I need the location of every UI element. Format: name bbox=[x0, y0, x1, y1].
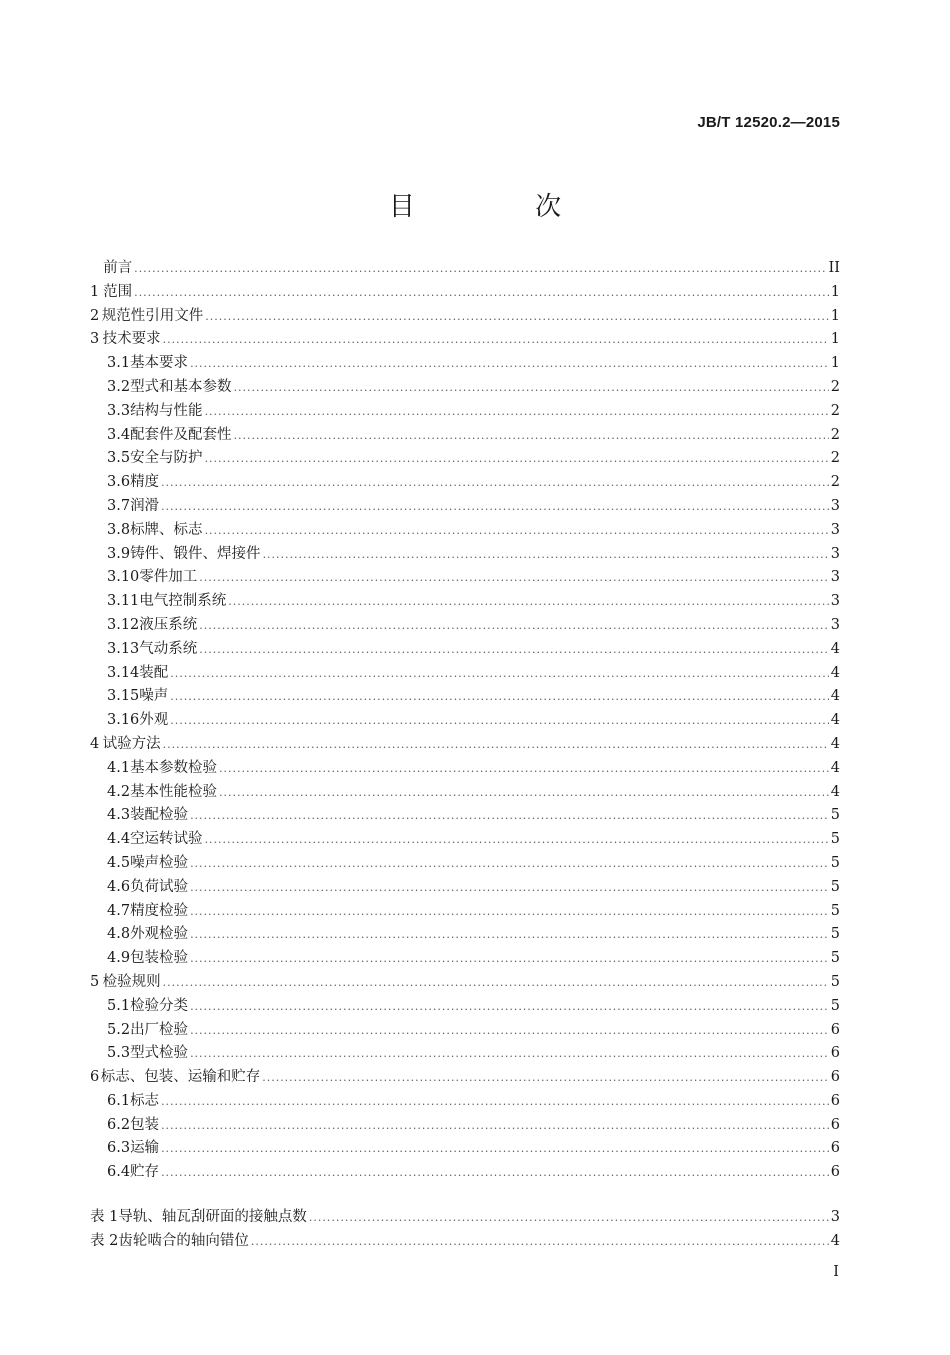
toc-entry-number: 3.8 bbox=[107, 521, 131, 538]
dot-leader bbox=[163, 976, 829, 989]
dot-leader bbox=[190, 357, 829, 370]
toc-entry-number: 4.3 bbox=[107, 807, 131, 824]
dot-leader bbox=[163, 333, 829, 346]
toc-entry-label: 电气控制系统 bbox=[139, 593, 227, 610]
toc-entry[interactable] bbox=[90, 732, 840, 756]
table-of-contents bbox=[90, 256, 840, 1184]
dot-leader bbox=[190, 809, 829, 822]
toc-entry-page: 5 bbox=[830, 807, 840, 824]
toc-entry[interactable] bbox=[90, 875, 840, 899]
dot-leader bbox=[199, 619, 828, 632]
toc-entry-label: 技术要求 bbox=[102, 331, 161, 348]
toc-entry[interactable] bbox=[90, 280, 840, 304]
toc-entry-page: 5 bbox=[830, 926, 840, 943]
toc-entry[interactable] bbox=[90, 899, 840, 923]
toc-entry[interactable] bbox=[90, 446, 840, 470]
toc-entry-page: 3 bbox=[830, 616, 840, 633]
dot-leader bbox=[205, 524, 829, 537]
toc-entry-page: 6 bbox=[830, 1164, 840, 1181]
toc-entry-page: 5 bbox=[830, 997, 840, 1014]
toc-entry-page: 2 bbox=[830, 426, 840, 443]
toc-entry-number: 5.1 bbox=[107, 997, 131, 1014]
toc-entry-number: 3.16 bbox=[107, 712, 140, 729]
toc-entry-page: 3 bbox=[830, 1209, 840, 1225]
toc-entry[interactable] bbox=[90, 922, 840, 946]
toc-entry-number: 3 bbox=[90, 331, 100, 348]
dot-leader bbox=[205, 310, 828, 323]
dot-leader bbox=[161, 1119, 829, 1132]
toc-entry-label: 润滑 bbox=[130, 497, 160, 514]
dot-leader bbox=[234, 429, 829, 442]
toc-entry-number: 表 2 bbox=[90, 1232, 119, 1249]
toc-entry-page: 6 bbox=[830, 1092, 840, 1109]
toc-entry-label: 装配检验 bbox=[130, 807, 189, 824]
dot-leader bbox=[190, 1000, 829, 1013]
dot-leader bbox=[199, 571, 828, 584]
toc-entry-page: 6 bbox=[830, 1069, 840, 1086]
dot-leader bbox=[228, 595, 828, 608]
toc-entry-number: 4.4 bbox=[107, 831, 131, 848]
toc-entry[interactable] bbox=[90, 661, 840, 685]
toc-entry-number: 3.13 bbox=[107, 640, 140, 657]
toc-entry-number: 6.1 bbox=[107, 1092, 131, 1109]
toc-entry-number: 3.11 bbox=[107, 593, 140, 610]
toc-entry[interactable] bbox=[90, 256, 840, 280]
toc-entry-page: 2 bbox=[830, 402, 840, 419]
toc-entry-label: 基本性能检验 bbox=[130, 783, 218, 800]
toc-entry-number: 4.5 bbox=[107, 854, 131, 871]
toc-entry[interactable] bbox=[90, 684, 840, 708]
dot-leader bbox=[170, 714, 828, 727]
list-of-tables bbox=[90, 1205, 840, 1253]
dot-leader bbox=[199, 643, 828, 656]
toc-entry-page: 4 bbox=[830, 640, 840, 657]
toc-entry[interactable] bbox=[90, 542, 840, 566]
dot-leader bbox=[161, 1142, 829, 1155]
toc-entry-label: 标牌、标志 bbox=[130, 521, 203, 538]
toc-entry-label: 噪声检验 bbox=[130, 854, 189, 871]
toc-entry-number: 4.6 bbox=[107, 878, 131, 895]
toc-entry-label: 导轨、轴瓦刮研面的接触点数 bbox=[118, 1209, 307, 1225]
toc-entry[interactable] bbox=[90, 494, 840, 518]
toc-entry-page: 6 bbox=[830, 1140, 840, 1157]
dot-leader bbox=[251, 1235, 829, 1248]
toc-entry-number: 6.4 bbox=[107, 1164, 131, 1181]
toc-entry-number: 3.9 bbox=[107, 545, 131, 562]
dot-leader bbox=[190, 881, 829, 894]
toc-entry-number: 4.1 bbox=[107, 759, 131, 776]
dot-leader bbox=[219, 762, 829, 775]
toc-entry-page: 5 bbox=[830, 878, 840, 895]
toc-entry-number: 6 bbox=[90, 1069, 100, 1086]
toc-entry-label: 外观 bbox=[139, 712, 169, 729]
toc-entry-page: 4 bbox=[830, 664, 840, 681]
toc-entry-page: 4 bbox=[830, 783, 840, 800]
toc-entry-page: 3 bbox=[830, 545, 840, 562]
toc-entry-page: 2 bbox=[830, 474, 840, 491]
toc-entry[interactable] bbox=[90, 1018, 840, 1042]
toc-entry-label: 液压系统 bbox=[139, 616, 198, 633]
dot-leader bbox=[190, 857, 829, 870]
toc-entry-label: 运输 bbox=[130, 1140, 160, 1157]
toc-entry-number: 3.12 bbox=[107, 616, 140, 633]
toc-entry-number: 3.4 bbox=[107, 426, 131, 443]
toc-entry[interactable] bbox=[90, 994, 840, 1018]
dot-leader bbox=[190, 1047, 829, 1060]
dot-leader bbox=[161, 476, 829, 489]
dot-leader bbox=[163, 738, 829, 751]
toc-entry[interactable] bbox=[90, 327, 840, 351]
toc-entry-label: 铸件、锻件、焊接件 bbox=[130, 545, 261, 562]
toc-entry-number: 3.15 bbox=[107, 688, 140, 705]
toc-entry-label: 装配 bbox=[139, 664, 169, 681]
page-title: 目 次 bbox=[388, 192, 618, 222]
toc-entry-label: 配套件及配套性 bbox=[130, 426, 232, 443]
dot-leader bbox=[205, 833, 829, 846]
toc-entry[interactable] bbox=[90, 1136, 840, 1160]
toc-entry[interactable] bbox=[90, 827, 840, 851]
toc-entry[interactable] bbox=[90, 851, 840, 875]
toc-entry[interactable] bbox=[90, 565, 840, 589]
toc-entry-number: 3.5 bbox=[107, 450, 131, 467]
toc-entry-label: 范围 bbox=[103, 283, 133, 300]
toc-entry-page: 4 bbox=[830, 735, 840, 752]
toc-entry-page: 3 bbox=[830, 569, 840, 586]
toc-entry[interactable] bbox=[90, 351, 840, 375]
dot-leader bbox=[161, 1095, 829, 1108]
dot-leader bbox=[190, 905, 829, 918]
toc-entry-number: 5 bbox=[90, 973, 100, 990]
toc-entry-number: 5.3 bbox=[107, 1045, 131, 1062]
toc-entry-label: 基本要求 bbox=[130, 355, 189, 372]
toc-entry-label: 结构与性能 bbox=[130, 402, 203, 419]
toc-entry-page: 1 bbox=[830, 355, 840, 372]
toc-entry-page: II bbox=[828, 260, 840, 276]
dot-leader bbox=[262, 1071, 829, 1084]
toc-entry-page: 2 bbox=[830, 450, 840, 467]
toc-entry-label: 精度 bbox=[130, 474, 160, 491]
toc-entry-number: 3.7 bbox=[107, 497, 131, 514]
toc-entry-page: 4 bbox=[830, 1232, 840, 1249]
toc-entry-label: 空运转试验 bbox=[130, 831, 203, 848]
toc-entry-page: 1 bbox=[830, 331, 840, 348]
toc-entry-number: 6.3 bbox=[107, 1140, 131, 1157]
toc-entry[interactable] bbox=[90, 1089, 840, 1113]
dot-leader bbox=[205, 452, 829, 465]
toc-entry[interactable] bbox=[90, 803, 840, 827]
toc-entry-page: 6 bbox=[830, 1116, 840, 1133]
toc-entry-label: 型式和基本参数 bbox=[130, 378, 232, 395]
toc-entry-page: 1 bbox=[830, 307, 840, 324]
dot-leader bbox=[219, 786, 829, 799]
toc-entry-number: 1 bbox=[90, 283, 100, 300]
toc-entry-label: 精度检验 bbox=[130, 902, 189, 919]
toc-entry[interactable] bbox=[90, 637, 840, 661]
dot-leader bbox=[170, 667, 828, 680]
toc-entry-page: 5 bbox=[830, 854, 840, 871]
dot-leader bbox=[190, 1024, 829, 1037]
toc-entry-page: 4 bbox=[830, 688, 840, 705]
toc-entry-number: 3.14 bbox=[107, 664, 140, 681]
dot-leader bbox=[161, 500, 829, 513]
toc-entry-label: 基本参数检验 bbox=[130, 759, 218, 776]
toc-entry-page: 2 bbox=[830, 378, 840, 395]
dot-leader bbox=[170, 690, 828, 703]
dot-leader bbox=[190, 928, 829, 941]
toc-entry-number: 5.2 bbox=[107, 1021, 131, 1038]
toc-entry-number: 表 1 bbox=[90, 1209, 119, 1225]
toc-entry[interactable] bbox=[90, 1041, 840, 1065]
dot-leader bbox=[205, 405, 829, 418]
toc-entry-number: 2 bbox=[90, 307, 100, 324]
toc-entry-number: 6.2 bbox=[107, 1116, 131, 1133]
toc-entry-label: 检验分类 bbox=[130, 997, 189, 1014]
toc-entry-page: 1 bbox=[830, 283, 840, 300]
toc-entry-number: 4.7 bbox=[107, 902, 131, 919]
toc-entry-page: 6 bbox=[830, 1021, 840, 1038]
toc-entry-label: 包装 bbox=[130, 1116, 160, 1133]
toc-entry-page: 3 bbox=[830, 593, 840, 610]
toc-entry-label: 前言 bbox=[103, 260, 133, 276]
toc-entry-number: 3.10 bbox=[107, 569, 140, 586]
dot-leader bbox=[234, 381, 829, 394]
toc-entry-page: 5 bbox=[830, 950, 840, 967]
toc-entry-label: 标志、包装、运输和贮存 bbox=[100, 1069, 261, 1086]
toc-entry-label: 试验方法 bbox=[102, 735, 161, 752]
toc-entry-number: 3.2 bbox=[107, 378, 131, 395]
toc-entry-page: 3 bbox=[830, 497, 840, 514]
toc-entry-number: 4.9 bbox=[107, 950, 131, 967]
toc-entry-label: 零件加工 bbox=[139, 569, 198, 586]
dot-leader bbox=[190, 952, 829, 965]
toc-entry-number: 3.1 bbox=[107, 355, 131, 372]
toc-entry-label: 气动系统 bbox=[139, 640, 198, 657]
toc-entry-page: 5 bbox=[830, 902, 840, 919]
toc-entry[interactable] bbox=[90, 613, 840, 637]
toc-entry-label: 噪声 bbox=[139, 688, 169, 705]
dot-leader bbox=[134, 286, 829, 299]
toc-entry[interactable] bbox=[90, 1065, 840, 1089]
dot-leader bbox=[134, 262, 826, 275]
dot-leader bbox=[263, 548, 829, 561]
toc-entry[interactable] bbox=[90, 970, 840, 994]
toc-entry-page: 5 bbox=[830, 973, 840, 990]
toc-entry-label: 齿轮啮合的轴向错位 bbox=[118, 1232, 249, 1249]
toc-entry-label: 贮存 bbox=[130, 1164, 160, 1181]
toc-entry-label: 安全与防护 bbox=[130, 450, 203, 467]
standard-code: JB/T 12520.2—2015 bbox=[697, 114, 840, 131]
table-list-entry[interactable] bbox=[90, 1229, 840, 1253]
toc-entry[interactable] bbox=[90, 1160, 840, 1184]
toc-entry-number: 4.2 bbox=[107, 783, 131, 800]
toc-entry-label: 检验规则 bbox=[102, 973, 161, 990]
toc-entry[interactable] bbox=[90, 518, 840, 542]
toc-entry-page: 6 bbox=[830, 1045, 840, 1062]
toc-entry[interactable] bbox=[90, 780, 840, 804]
toc-entry-label: 规范性引用文件 bbox=[101, 307, 204, 324]
toc-entry-label: 出厂检验 bbox=[130, 1021, 189, 1038]
toc-entry-label: 外观检验 bbox=[130, 926, 189, 943]
toc-entry-page: 3 bbox=[830, 521, 840, 538]
table-list-entry[interactable] bbox=[90, 1205, 840, 1229]
toc-entry[interactable] bbox=[90, 1113, 840, 1137]
page-number: I bbox=[833, 1264, 839, 1280]
toc-entry[interactable] bbox=[90, 470, 840, 494]
toc-entry[interactable] bbox=[90, 756, 840, 780]
toc-entry-label: 包装检验 bbox=[130, 950, 189, 967]
toc-entry-label: 标志 bbox=[130, 1092, 160, 1109]
toc-entry[interactable] bbox=[90, 399, 840, 423]
dot-leader bbox=[309, 1211, 829, 1224]
toc-entry[interactable] bbox=[90, 423, 840, 447]
toc-entry[interactable] bbox=[90, 946, 840, 970]
toc-entry-page: 4 bbox=[830, 759, 840, 776]
toc-entry-label: 型式检验 bbox=[130, 1045, 189, 1062]
toc-entry-number: 4 bbox=[90, 735, 100, 752]
toc-entry-number: 3.3 bbox=[107, 402, 131, 419]
toc-entry-number: 3.6 bbox=[107, 474, 131, 491]
toc-entry-page: 5 bbox=[830, 831, 840, 848]
toc-entry[interactable] bbox=[90, 304, 840, 328]
toc-entry-number: 4.8 bbox=[107, 926, 131, 943]
toc-entry[interactable] bbox=[90, 375, 840, 399]
dot-leader bbox=[161, 1166, 829, 1179]
toc-entry-label: 负荷试验 bbox=[130, 878, 189, 895]
toc-entry[interactable] bbox=[90, 589, 840, 613]
toc-entry[interactable] bbox=[90, 708, 840, 732]
toc-entry-page: 4 bbox=[830, 712, 840, 729]
